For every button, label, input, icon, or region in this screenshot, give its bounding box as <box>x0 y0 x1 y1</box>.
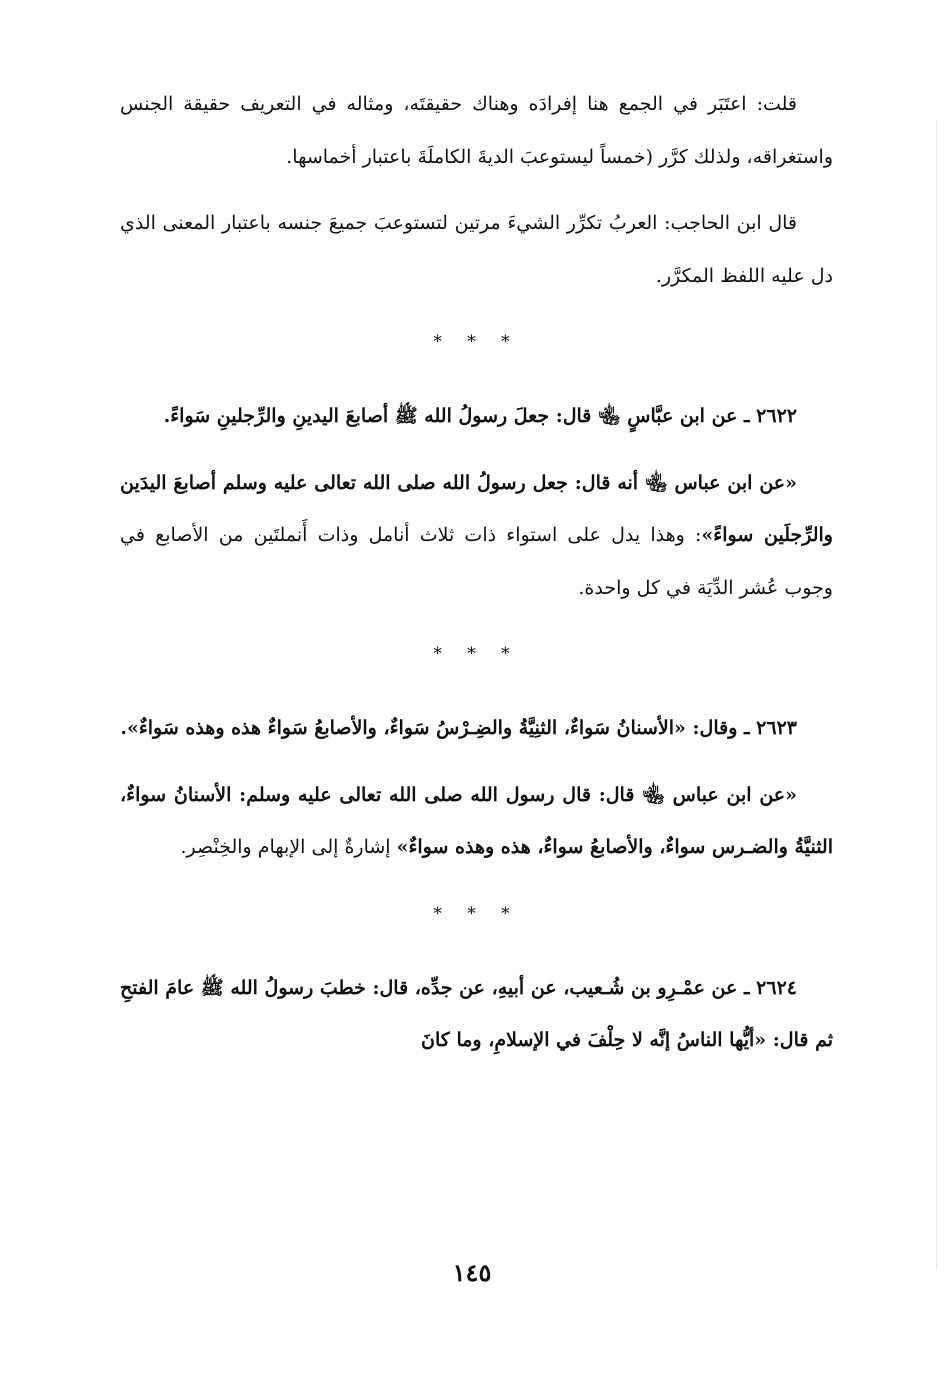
commentary-2622-quote: «عن ابن عباس ﵄ أنه قال: جعل رسولُ الله صلى الله تعالى عليه وسلم أصابعَ اليدَين والرِّجلَين سواءً» <box>120 471 833 546</box>
page-number: ١٤٥ <box>452 1258 492 1287</box>
commentary-paragraph-2: قال ابن الحاجب: العربُ تكرِّر الشيءَ مرتين لتستوعبَ جميعَ جنسه باعتبار المعنى الذي دل عليه اللفظ المكرَّر. <box>120 212 833 287</box>
hadith-2623: ٢٦٢٣ ـ وقال: «الأسنانُ سَواءٌ، الثنِيَّةُ والضِـرْسُ سَواءٌ، والأصابعُ سَواءٌ هذه وهذه سَواءٌ». <box>120 717 797 739</box>
hadith-2622: ٢٦٢٢ ـ عن ابن عبَّاسٍ ﵄ قال: جعلَ رسولُ الله ﷺ أصابعَ اليدينِ والرِّجلينِ سَواءً. <box>163 405 797 427</box>
commentary-2623 <box>120 769 833 874</box>
commentary-paragraph-1: قلت: اعتَبَر في الجمع هنا إفرادَه وهناك حقيقتَه، ومثاله في التعريف حقيقة الجنس واستغراقه، ولذلك كرَّر (خمساً ليستوعبَ الديةَ الكاملَةَ باعتبار أخماسها. <box>120 93 833 168</box>
section-separator: * * * <box>433 903 520 924</box>
commentary-2622 <box>120 457 833 615</box>
commentary-2623-quote: «عن ابن عباس ﵄ قال: قال رسول الله صلى الله تعالى عليه وسلم: الأسنانُ سواءٌ، الثنيَّةُ والضـرس سواءٌ، والأصابعُ سواءٌ، هذه وهذه سواءٌ» <box>120 783 833 858</box>
hadith-2624: ٢٦٢٤ ـ عن عمْـرِو بن شُـعيب، عن أبيهِ، عن جدِّه، قال: خطبَ رسولُ الله ﷺ عامَ الفتحِ ثم قال: «أيُّها الناسُ إنَّه لا حِلْفَ في الإسلامِ، وما كانَ <box>120 976 833 1051</box>
section-separator: * * * <box>433 644 520 664</box>
commentary-2623-explanation: إشارةٌ إلى الإبهام والخِنْصِر. <box>180 836 397 858</box>
page-edge-line <box>936 120 937 1270</box>
section-separator: * * * <box>433 332 520 352</box>
page-body <box>120 78 833 1081</box>
commentary-2622-explanation: : وهذا يدل على استواء ذات ثلاث أنامل وذات أَنملتَين من الأصابع في وجوب عُشر الدِّيَة في كل واحدة. <box>120 524 833 599</box>
